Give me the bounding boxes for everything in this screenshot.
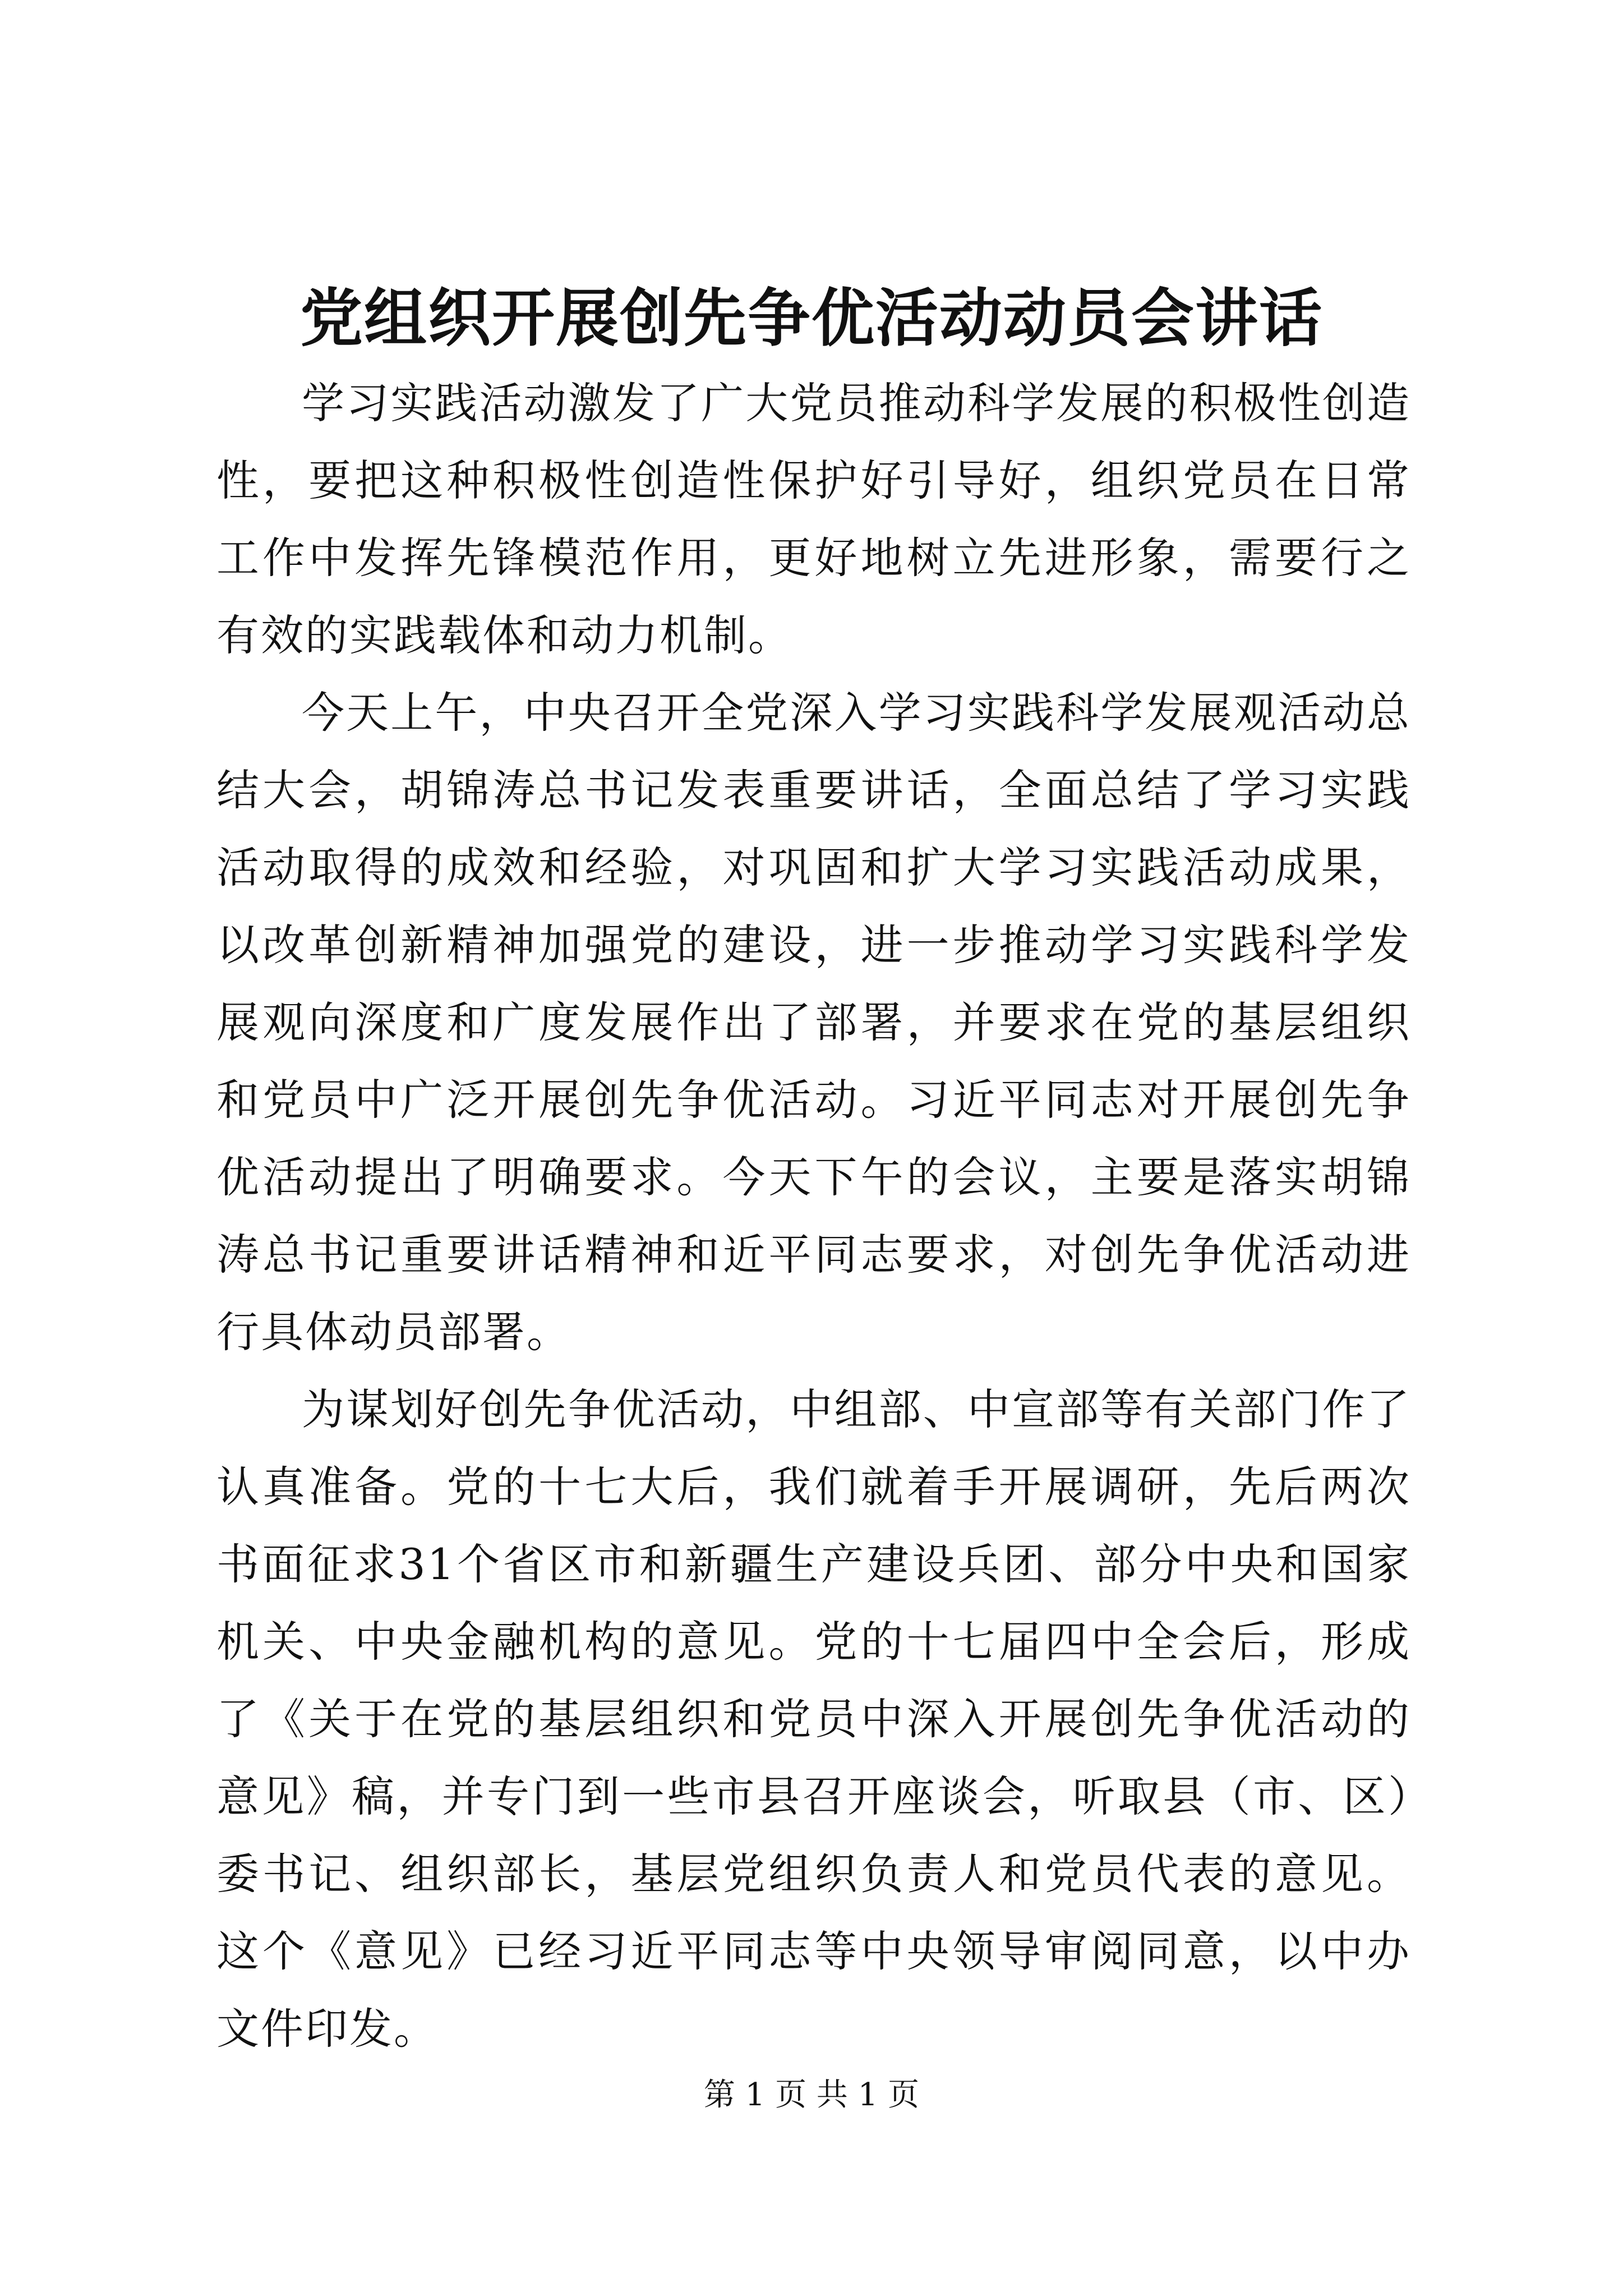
paragraph-3: 为谋划好创先争优活动，中组部、中宣部等有关部门作了认真准备。党的十七大后，我们就着手开展调研，先后两次书面征求31个省区市和新疆生产建设兵团、部分中央和国家机关、中央金融机构的意见。党的十七届四中全会后，形成了《关于在党的基层组织和党员中深入开展创先争优活动的意见》稿，并专门到一些市县召开座谈会，听取县（市、区）委书记、组织部长，基层党组织负责人和党员代表的意见。这个《意见》已经习近平同志等中央领导审阅同意，以中办文件印发。 [216, 1384, 1411, 2054]
paragraph-2: 今天上午，中央召开全党深入学习实践科学发展观活动总结大会，胡锦涛总书记发表重要讲话，全面总结了学习实践活动取得的成效和经验，对巩固和扩大学习实践活动成果，以改革创新精神加强党的建设，进一步推动学习实践科学发展观向深度和广度发展作出了部署，并要求在党的基层组织和党员中广泛开展创先争优活动。习近平同志对开展创先争优活动提出了明确要求。今天下午的会议，主要是落实胡锦涛总书记重要讲话精神和近平同志要求，对创先争优活动进行具体动员部署。 [216, 688, 1411, 1357]
document-body [216, 365, 1411, 2068]
document-title: 党组织开展创先争优活动动员会讲话 [300, 282, 1323, 355]
paragraph-1: 学习实践活动激发了广大党员推动科学发展的积极性创造性，要把这种积极性创造性保护好引导好，组织党员在日常工作中发挥先锋模范作用，更好地树立先进形象，需要行之有效的实践载体和动力机制。 [216, 378, 1411, 660]
page-footer: 第 1 页 共 1 页 [703, 2077, 920, 2113]
